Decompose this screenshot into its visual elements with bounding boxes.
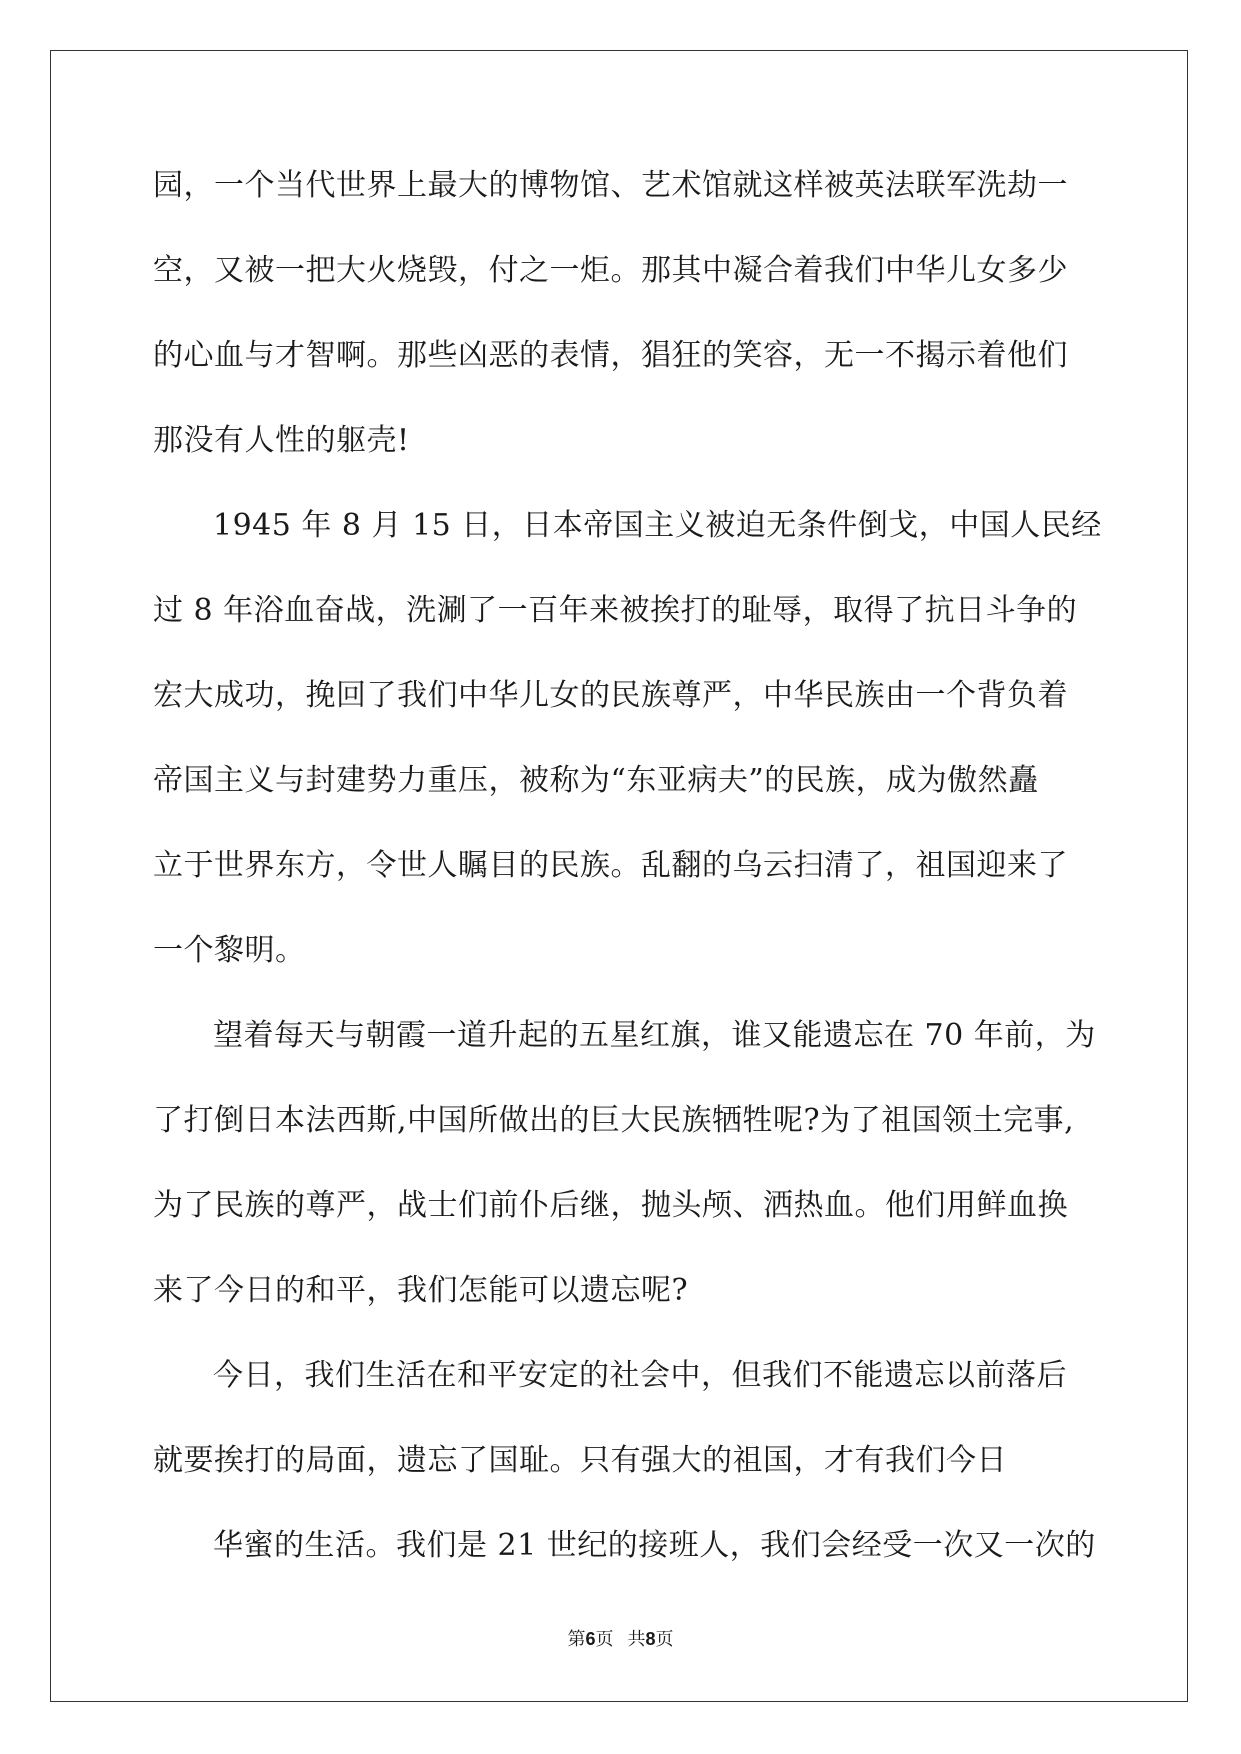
text-line: 为了民族的尊严，战士们前仆后继，抛头颅、洒热血。他们用鲜血换 — [153, 1188, 1068, 1223]
text-line: 帝国主义与封建势力重压，被称为“东亚病夫”的民族，成为傲然矗 — [153, 763, 1039, 798]
text-line: 立于世界东方，令世人瞩目的民族。乱翻的乌云扫清了，祖国迎来了 — [153, 848, 1068, 883]
paragraph-start-line: 望着每天与朝霞一道升起的五星红旗，谁又能遗忘在 70 年前，为 — [213, 1018, 1096, 1053]
text-line: 那没有人性的躯壳! — [153, 423, 410, 458]
page-prefix: 第 — [567, 1629, 586, 1650]
text-line: 的心血与才智啊。那些凶恶的表情，猖狂的笑容，无一不揭示着他们 — [153, 338, 1068, 373]
text-line: 就要挨打的局面，遗忘了国耻。只有强大的祖国，才有我们今日 — [153, 1443, 1007, 1478]
page-current: 6 — [585, 1629, 596, 1649]
page-unit: 页 — [595, 1629, 614, 1650]
text-line: 园，一个当代世界上最大的博物馆、艺术馆就这样被英法联军洗劫一 — [153, 168, 1068, 203]
text-line: 了打倒日本法西斯,中国所做出的巨大民族牺牲呢?为了祖国领土完事, — [153, 1103, 1075, 1138]
page-footer — [0, 1625, 1241, 1651]
text-line: 过 8 年浴血奋战，洗涮了一百年来被挨打的耻辱，取得了抗日斗争的 — [153, 593, 1078, 628]
document-body — [153, 160, 1102, 1605]
total-unit: 页 — [655, 1629, 674, 1650]
paragraph-start-line: 1945 年 8 月 15 日，日本帝国主义被迫无条件倒戈，中国人民经 — [213, 508, 1102, 543]
text-line: 空，又被一把大火烧毁，付之一炬。那其中凝合着我们中华儿女多少 — [153, 253, 1068, 288]
text-line: 来了今日的和平，我们怎能可以遗忘呢? — [153, 1273, 689, 1308]
paragraph-start-line: 华蜜的生活。我们是 21 世纪的接班人，我们会经受一次又一次的 — [213, 1528, 1096, 1563]
text-line: 宏大成功，挽回了我们中华儿女的民族尊严，中华民族由一个背负着 — [153, 678, 1068, 713]
paragraph-start-line: 今日，我们生活在和平安定的社会中，但我们不能遗忘以前落后 — [213, 1358, 1067, 1393]
page-total: 8 — [645, 1629, 656, 1649]
text-line: 一个黎明。 — [153, 933, 306, 968]
total-prefix: 共 — [627, 1629, 646, 1650]
